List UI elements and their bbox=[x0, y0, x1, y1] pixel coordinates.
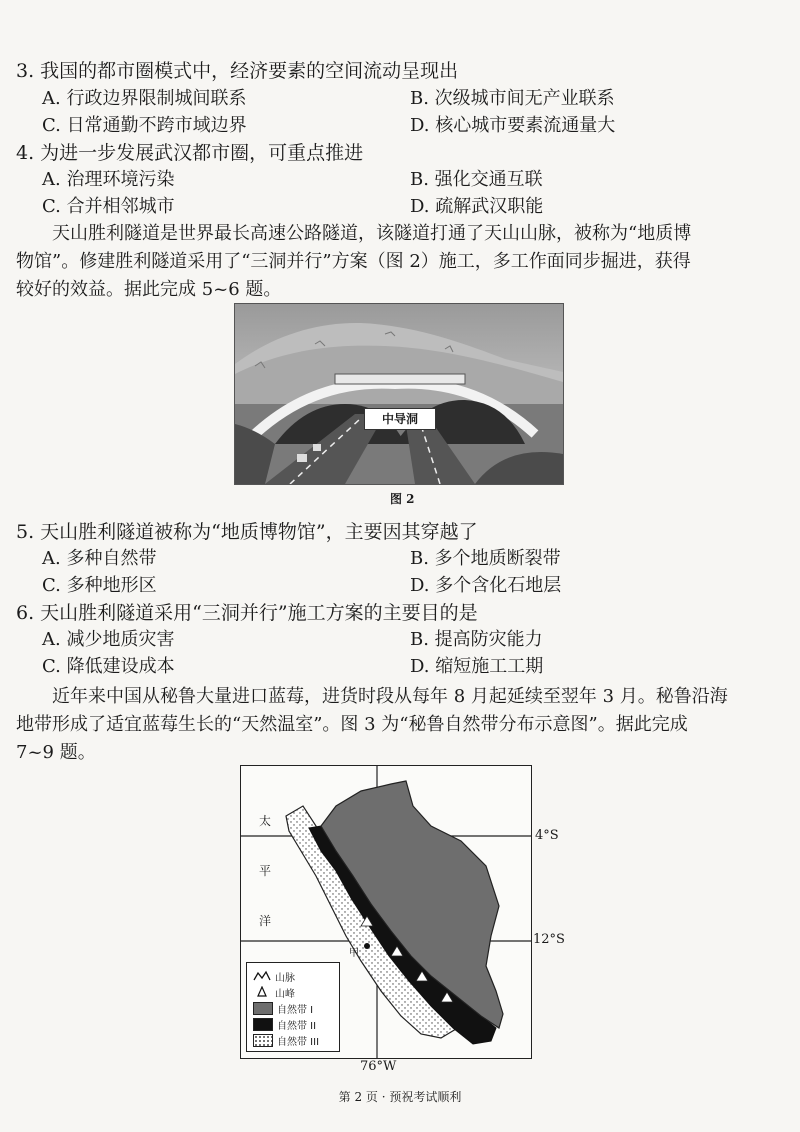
zone-3-swatch bbox=[253, 1034, 273, 1047]
passage-peru bbox=[16, 683, 786, 767]
q6-option-d: D. 缩短施工工期 bbox=[410, 656, 544, 677]
question-4-stem: 4. 为进一步发展武汉都市圈，可重点推进 bbox=[16, 142, 364, 164]
zone-2-swatch bbox=[253, 1018, 273, 1031]
peak-icon bbox=[253, 986, 271, 1000]
legend-peak bbox=[253, 985, 295, 1000]
q3-option-b: B. 次级城市间无产业联系 bbox=[410, 88, 615, 109]
passage-tianshan bbox=[16, 220, 786, 304]
legend-label: 山脉 bbox=[275, 973, 295, 984]
q5-option-d: D. 多个含化石地层 bbox=[410, 575, 562, 596]
q3-option-c: C. 日常通勤不跨市域边界 bbox=[42, 115, 247, 136]
q4-option-b: B. 强化交通互联 bbox=[410, 169, 543, 190]
legend-label: 自然带 II bbox=[277, 1021, 317, 1032]
q3-option-d: D. 核心城市要素流通量大 bbox=[410, 115, 616, 136]
longitude-76w: 76°W bbox=[360, 1059, 397, 1074]
point-jia-label: 甲 bbox=[349, 948, 359, 959]
q3-option-a: A. 行政边界限制城间联系 bbox=[42, 88, 247, 109]
zone-1-swatch bbox=[253, 1002, 273, 1015]
legend-label: 自然带 III bbox=[277, 1037, 320, 1048]
ocean-label-1: 太 bbox=[259, 814, 272, 828]
q4-option-d: D. 疏解武汉职能 bbox=[410, 196, 544, 217]
q6-option-c: C. 降低建设成本 bbox=[42, 656, 175, 677]
legend-zone-3 bbox=[253, 1033, 319, 1048]
tunnel-photo bbox=[234, 303, 564, 485]
passage-line: 7~9 题。 bbox=[16, 742, 96, 763]
q6-option-a: A. 减少地质灾害 bbox=[42, 629, 175, 650]
map-legend bbox=[246, 962, 340, 1052]
latitude-12s: 12°S bbox=[533, 932, 565, 947]
ocean-label-3: 洋 bbox=[259, 914, 272, 928]
ocean-label-2: 平 bbox=[259, 864, 272, 878]
q5-option-a: A. 多种自然带 bbox=[42, 548, 157, 569]
legend-mountain-range bbox=[253, 969, 295, 984]
legend-zone-1 bbox=[253, 1001, 313, 1016]
question-5-stem: 5. 天山胜利隧道被称为“地质博物馆”，主要因其穿越了 bbox=[16, 521, 478, 543]
latitude-4s: 4°S bbox=[535, 828, 559, 843]
question-3-stem: 3. 我国的都市圈模式中，经济要素的空间流动呈现出 bbox=[16, 60, 459, 82]
q4-option-c: C. 合并相邻城市 bbox=[42, 196, 175, 217]
question-6-stem: 6. 天山胜利隧道采用“三洞并行”施工方案的主要目的是 bbox=[16, 602, 478, 624]
q6-option-b: B. 提高防灾能力 bbox=[410, 629, 543, 650]
passage-line: 近年来中国从秘鲁大量进口蓝莓，进货时段从每年 8 月起延续至翌年 3 月。秘鲁沿海 bbox=[16, 686, 728, 707]
passage-line: 地带形成了适宜蓝莓生长的“天然温室”。图 3 为“秘鲁自然带分布示意图”。据此完成 bbox=[16, 714, 688, 735]
q5-option-b: B. 多个地质断裂带 bbox=[410, 548, 561, 569]
passage-line: 物馆”。修建胜利隧道采用了“三洞并行”方案（图 2）施工，多工作面同步掘进，获得 bbox=[16, 251, 691, 272]
legend-zone-2 bbox=[253, 1017, 316, 1032]
figure-2-caption: 图 2 bbox=[390, 492, 415, 506]
tunnel-photo-illustration bbox=[235, 304, 563, 484]
legend-label: 山峰 bbox=[275, 989, 295, 1000]
q5-option-c: C. 多种地形区 bbox=[42, 575, 157, 596]
legend-label: 自然带 I bbox=[277, 1005, 314, 1016]
tunnel-sign: 中导洞 bbox=[364, 408, 436, 430]
passage-line: 天山胜利隧道是世界最长高速公路隧道，该隧道打通了天山山脉，被称为“地质博 bbox=[16, 223, 692, 244]
q4-option-a: A. 治理环境污染 bbox=[42, 169, 175, 190]
mountain-range-icon bbox=[253, 970, 271, 984]
passage-line: 较好的效益。据此完成 5~6 题。 bbox=[16, 279, 282, 300]
page-footer: 第 2 页 · 预祝考试顺利 bbox=[338, 1090, 462, 1104]
